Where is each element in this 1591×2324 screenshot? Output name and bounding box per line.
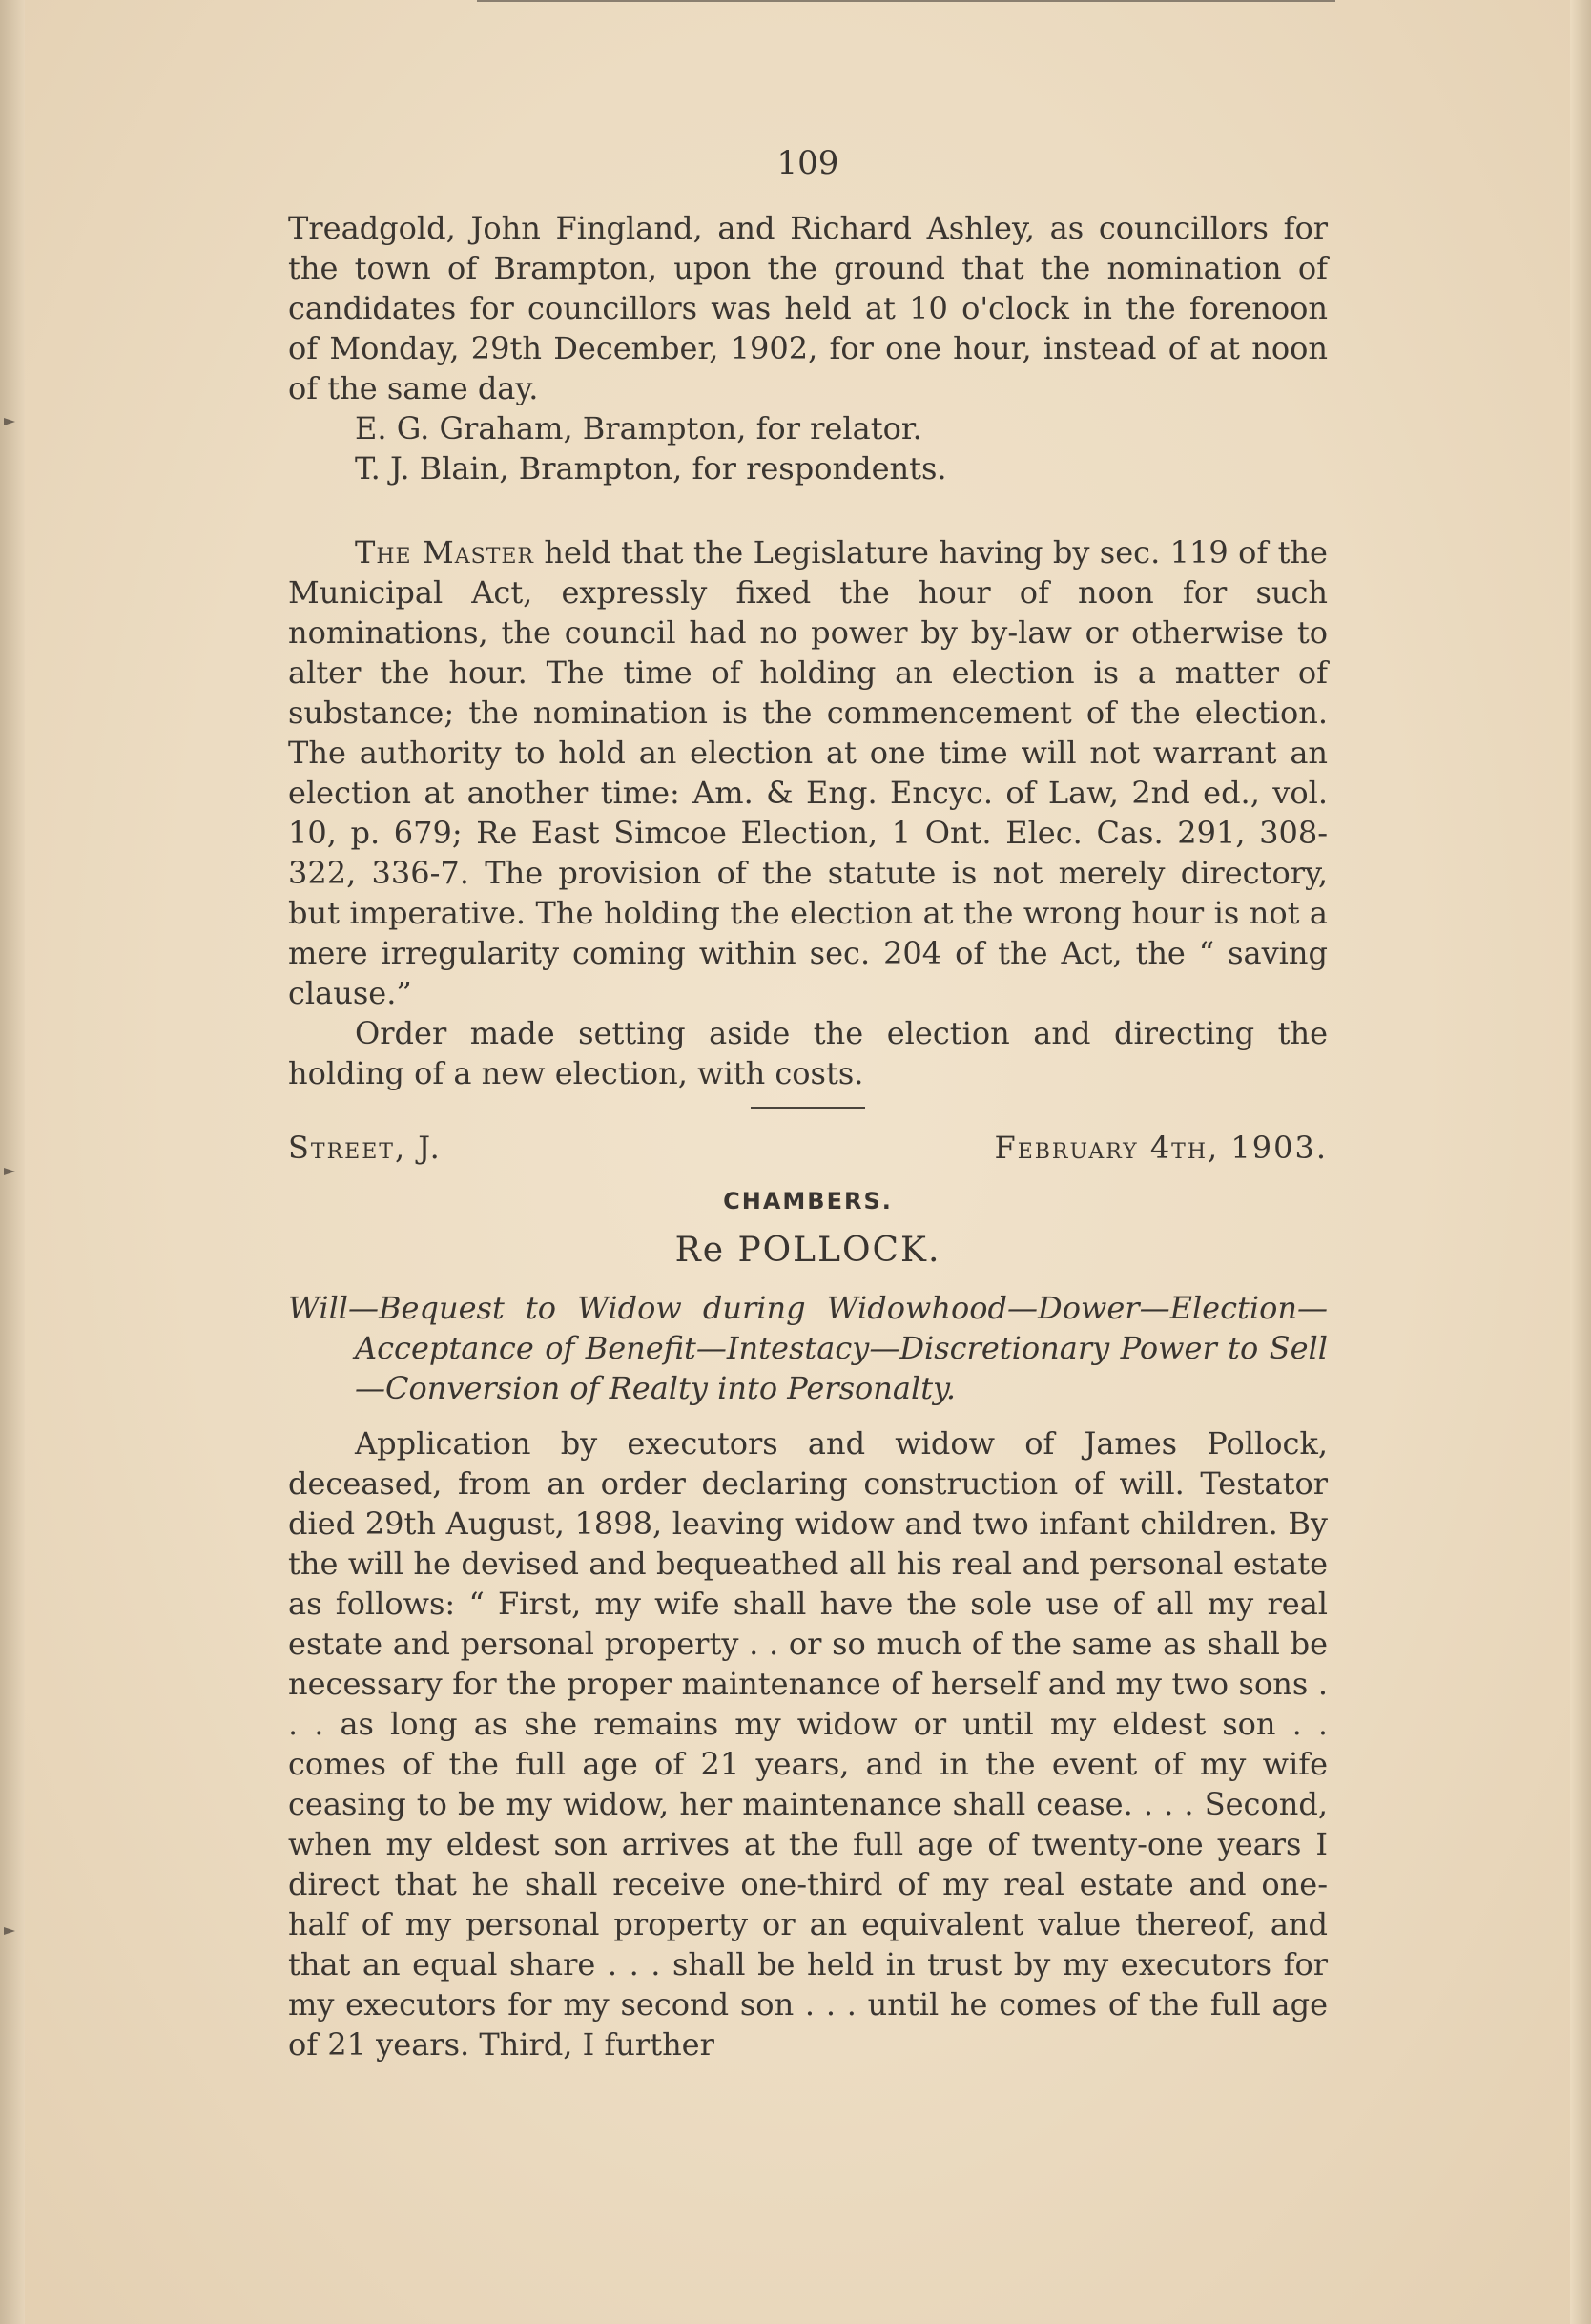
master-lead: The Master: [355, 534, 534, 571]
master-judgment-paragraph: [288, 532, 1328, 1013]
master-text: held that the Legislature having by sec. 119 of the Municipal Act, expressly fixed the hour of noon for such nominations, the council had no power by by-law or otherwise to alter the hour. The time of holding an election is a matter of substance; the nomination is the commencement of the election. The authority to hold an election at one time will not warrant an election at another time: Am. & Eng. Encyc. of Law, 2nd ed., vol. 10, p. 679; Re East Simcoe Election, 1 Ont. Elec. Cas. 291, 308-322, 336-7. The provision of the statute is not merely directory, but imperative. The holding the election at the wrong hour is not a mere irregularity coming within sec. 204 of the Act, the “ saving clause.”: [288, 534, 1328, 1011]
counsel-relator: E. G. Graham, Brampton, for relator.: [355, 410, 922, 446]
case-title: Re POLLOCK.: [674, 1231, 941, 1270]
top-edge-line: [477, 0, 1335, 2]
decision-date: February 4th, 1903.: [994, 1130, 1328, 1166]
page-number: 109: [776, 144, 839, 182]
page-right-edge: [1570, 0, 1591, 2324]
order-paragraph: Order made setting aside the election and directing the holding of a new election, with costs.: [288, 1015, 1328, 1091]
counsel-respondents: T. J. Blain, Brampton, for respondents.: [355, 450, 947, 487]
headnote: Will—Bequest to Widow during Widowhood—Dower—Election—Acceptance of Benefit—Intestacy—Discretionary Power to Sell—Conversion of Realty into Personalty.: [288, 1290, 1328, 1406]
section-divider: [751, 1107, 865, 1109]
page-left-edge: [0, 0, 25, 2324]
judge-date-row: [288, 1128, 1328, 1168]
chambers-heading: CHAMBERS.: [723, 1188, 893, 1214]
page-content: [288, 143, 1328, 2065]
intro-paragraph: Treadgold, John Fingland, and Richard Ashley, as councillors for the town of Brampton, upon the ground that the nomination of candidates for councillors was held at 10 o'clock in the forenoon of Monday, 29th December, 1902, for one hour, instead of at noon of the same day.: [288, 210, 1328, 406]
judge-name: Street, J.: [288, 1130, 442, 1166]
application-paragraph: Application by executors and widow of James Pollock, deceased, from an order declaring construction of will. Testator died 29th August, 1898, leaving widow and two infant children. By the will he devised and bequeathed all his real and personal estate as follows: “ First, my wife shall have the sole use of all my real estate and personal property . . or so much of the same as shall be necessary for the proper maintenance of herself and my two sons . . . as long as she remains my widow or until my eldest son . . comes of the full age of 21 years, and in the event of my wife ceasing to be my widow, her maintenance shall cease. . . . Second, when my eldest son arrives at the full age of twenty-one years I direct that he shall receive one-third of my real estate and one-half of my personal property or an equivalent value thereof, and that an equal share . . . shall be held in trust by my executors for my executors for my second son . . . until he comes of the full age of 21 years. Third, I further: [288, 1425, 1328, 2063]
